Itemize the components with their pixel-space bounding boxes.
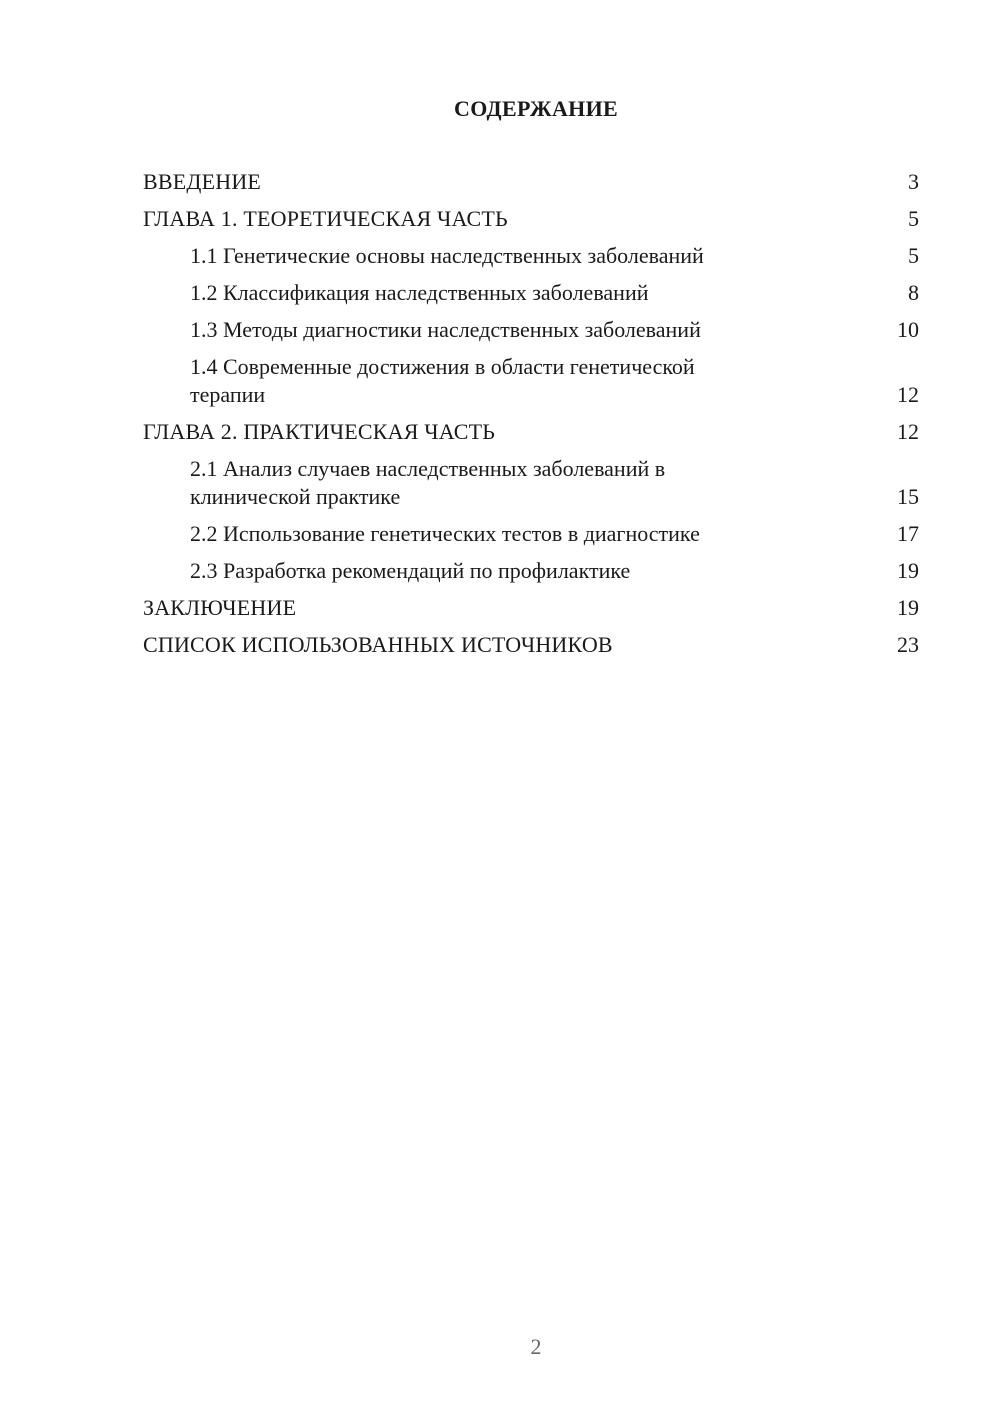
toc-entry-page: 8	[908, 280, 919, 305]
toc-entry-label: ВВЕДЕНИЕ	[143, 169, 262, 194]
toc-entry[interactable]	[143, 316, 919, 344]
toc-entry-page: 19	[897, 595, 919, 620]
toc-entry-label: ГЛАВА 1. ТЕОРЕТИЧЕСКАЯ ЧАСТЬ	[143, 206, 508, 231]
toc-entry-label: 1.1 Генетические основы наследственных заболеваний	[190, 243, 704, 268]
toc-entry-label: 1.4 Современные достижения в области генетической терапии	[190, 354, 695, 407]
toc-entry-page: 12	[897, 419, 919, 444]
toc-entry-page: 3	[908, 169, 919, 194]
toc-entry-label: 2.1 Анализ случаев наследственных заболеваний в клинической практике	[190, 456, 666, 509]
toc-entry[interactable]	[143, 279, 919, 307]
toc-entry[interactable]	[143, 455, 919, 511]
toc-entry-label: 2.2 Использование генетических тестов в диагностике	[190, 521, 700, 546]
toc-entry-page: 17	[897, 521, 919, 546]
toc-entry-label: 1.2 Классификация наследственных заболеваний	[190, 280, 649, 305]
page-title: СОДЕРЖАНИЕ	[454, 96, 618, 121]
toc-entry[interactable]	[143, 418, 919, 446]
toc-entry-page: 23	[897, 632, 919, 657]
toc-entry[interactable]	[143, 205, 919, 233]
toc-entry-label: 2.3 Разработка рекомендаций по профилактике	[190, 558, 631, 583]
table-of-contents	[143, 168, 919, 668]
toc-entry-page: 5	[908, 206, 919, 231]
toc-entry[interactable]	[143, 168, 919, 196]
toc-entry-label: ЗАКЛЮЧЕНИЕ	[143, 595, 297, 620]
toc-entry-label: ГЛАВА 2. ПРАКТИЧЕСКАЯ ЧАСТЬ	[143, 419, 496, 444]
toc-entry-page: 12	[897, 382, 919, 407]
toc-entry[interactable]	[143, 631, 919, 659]
toc-entry-page: 10	[897, 317, 919, 342]
toc-entry[interactable]	[143, 594, 919, 622]
toc-entry[interactable]	[143, 353, 919, 409]
toc-entry[interactable]	[143, 557, 919, 585]
toc-entry-label: СПИСОК ИСПОЛЬЗОВАННЫХ ИСТОЧНИКОВ	[143, 632, 613, 657]
toc-entry-label: 1.3 Методы диагностики наследственных заболеваний	[190, 317, 701, 342]
toc-entry-page: 15	[897, 484, 919, 509]
toc-entry[interactable]	[143, 520, 919, 548]
toc-entry-page: 5	[908, 243, 919, 268]
page-number: 2	[530, 1334, 542, 1359]
toc-entry-page: 19	[897, 558, 919, 583]
toc-entry[interactable]	[143, 242, 919, 270]
